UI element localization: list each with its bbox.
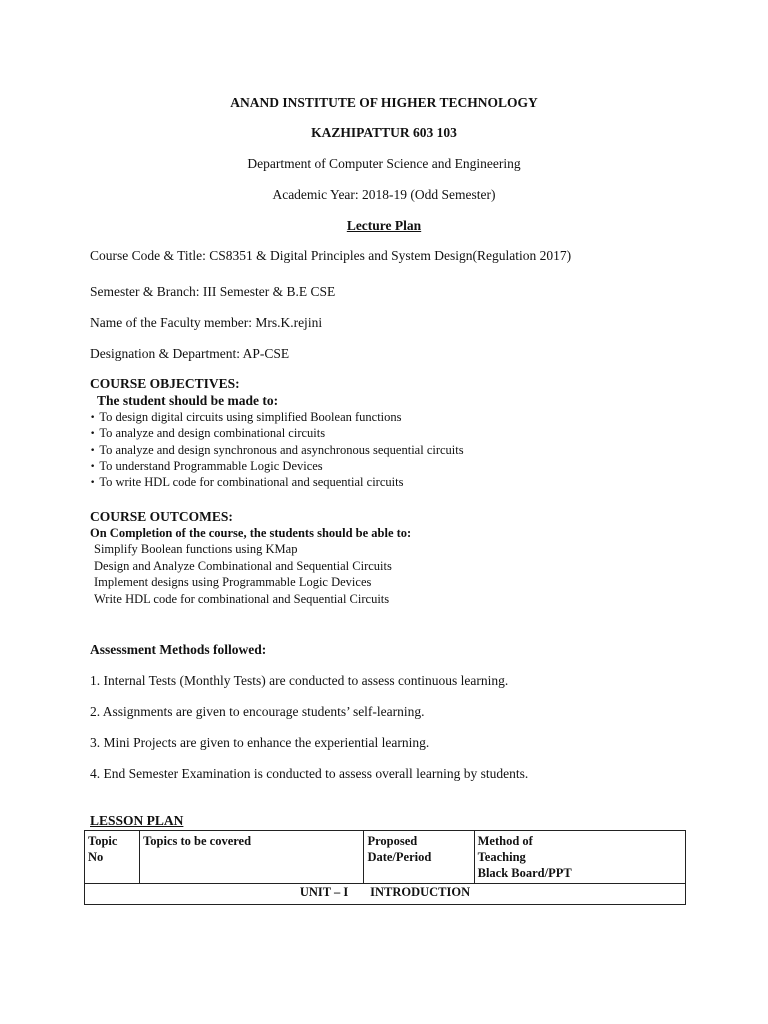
designation: Designation & Department: AP-CSE <box>90 346 290 361</box>
objective-item: • To design digital circuits using simplified Boolean functions <box>90 410 402 425</box>
table-row <box>85 884 686 905</box>
objectives-intro: The student should be made to: <box>97 393 279 408</box>
table-header-row <box>85 831 686 884</box>
objective-item: • To analyze and design combinational circuits <box>90 426 325 441</box>
lesson-plan-heading: LESSON PLAN <box>90 813 184 828</box>
faculty-name: Name of the Faculty member: Mrs.K.rejini <box>90 315 323 330</box>
outcome-item: Design and Analyze Combinational and Sequential Circuits <box>94 559 392 573</box>
assessment-item: 1. Internal Tests (Monthly Tests) are conducted to assess continuous learning. <box>90 673 509 688</box>
objective-item: • To write HDL code for combinational and sequential circuits <box>90 475 403 490</box>
course-code-title: Course Code & Title: CS8351 & Digital Principles and System Design(Regulation 2017) <box>90 248 572 263</box>
col-header-date: Proposed Date/Period <box>364 831 474 884</box>
academic-year: Academic Year: 2018-19 (Odd Semester) <box>272 187 496 202</box>
outcome-item: Simplify Boolean functions using KMap <box>94 542 298 556</box>
doc-title: Lecture Plan <box>346 218 422 233</box>
unit-title: UNIT – I INTRODUCTION <box>85 884 686 905</box>
lesson-plan-table <box>84 830 686 905</box>
assessment-item: 3. Mini Projects are given to enhance the experiential learning. <box>90 735 430 750</box>
col-header-topic-no: Topic No <box>85 831 140 884</box>
objectives-heading: COURSE OBJECTIVES: <box>90 376 240 391</box>
assessment-item: 4. End Semester Examination is conducted to assess overall learning by students. <box>90 766 529 781</box>
outcome-item: Implement designs using Programmable Logic Devices <box>94 575 372 589</box>
outcome-item: Write HDL code for combinational and Sequential Circuits <box>94 592 390 606</box>
objective-item: • To analyze and design synchronous and asynchronous sequential circuits <box>90 443 464 458</box>
outcomes-intro: On Completion of the course, the students should be able to: <box>90 526 412 540</box>
institute-name: ANAND INSTITUTE OF HIGHER TECHNOLOGY <box>230 95 538 110</box>
assessment-heading: Assessment Methods followed: <box>90 642 267 657</box>
assessment-item: 2. Assignments are given to encourage students’ self-learning. <box>90 704 425 719</box>
outcomes-heading: COURSE OUTCOMES: <box>90 509 233 524</box>
objective-item: • To understand Programmable Logic Devices <box>90 459 323 474</box>
col-header-topics: Topics to be covered <box>140 831 364 884</box>
semester-branch: Semester & Branch: III Semester & B.E CSE <box>90 284 336 299</box>
institute-location: KAZHIPATTUR 603 103 <box>311 125 457 140</box>
department-name: Department of Computer Science and Engineering <box>247 156 521 171</box>
col-header-method: Method of Teaching Black Board/PPT <box>474 831 685 884</box>
